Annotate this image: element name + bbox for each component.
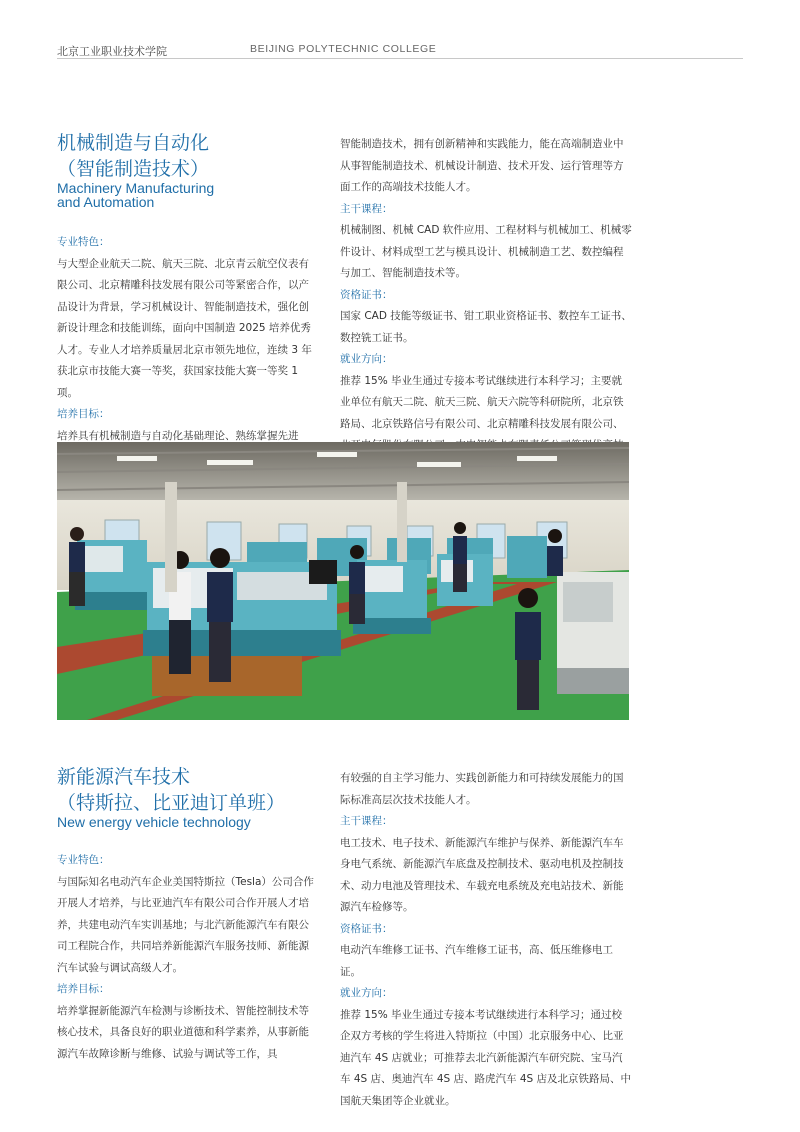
section1-left-column: [57, 232, 315, 447]
section2-goal-text-a: 培养掌握新能源汽车检测与诊断技术、智能控制技术等核心技术，具备良好的职业道德和科学素养，从事新能源汽车故障诊断与维修、试验与调试等工作，具: [57, 1004, 309, 1060]
section1-title-en: [57, 181, 214, 209]
section2-features-text: 与国际知名电动汽车企业美国特斯拉（Tesla）公司合作开展人才培养，与比亚迪汽车有限公司合作开展人才培养，共建电动汽车实训基地；与北汽新能源汽车有限公司工程院合作，共同培养新能源汽车服务技师、新能源汽车试验与调试高级人才。: [57, 875, 314, 974]
header-school-en: BEIJING POLYTECHNIC COLLEGE: [250, 43, 437, 55]
section2-right-column: [340, 768, 632, 1112]
section2-goal-label: 培养目标：: [57, 983, 110, 995]
workshop-photo: [57, 442, 629, 720]
section2-title-line2: （特斯拉、比亚迪订单班）: [57, 792, 286, 814]
section2-courses-label: 主干课程：: [340, 815, 393, 827]
section1-title-line2: （智能制造技术）: [57, 158, 210, 180]
section1-goal-label: 培养目标：: [57, 408, 110, 420]
section1-career-text: 推荐 15% 毕业生通过专接本考试继续进行本科学习；主要就业单位有航天二院、航天三院、航天六院等科研院所，北京铁路局、北京铁路信号有限公司、北京精雕科技发展有限公司、: [340, 374, 624, 430]
section2-career-text: 推荐 15% 毕业生通过专接本考试继续进行本科学习；通过校企双方考核的学生将进入特斯拉（中国）北京服务中心、比亚迪汽车 4S 店就业；可推荐去北汽新能源汽车研究院、宝马汽车 4S 店、奥迪汽车 4S 店、路虎汽车 4S 店及北京铁路局、中国航天集团等企业就业。: [340, 1008, 632, 1107]
section1-features-label: 专业特色：: [57, 236, 110, 248]
section2-cert-text: 电动汽车维修工证书、汽车维修工证书，高、低压维修电工证。: [340, 944, 613, 978]
section2-goal-text-b: 有较强的自主学习能力、实践创新能力和可持续发展能力的国际标准高层次技术技能人才。: [340, 772, 624, 806]
section1-right-column: [340, 134, 632, 478]
section2-courses-text: 电工技术、电子技术、新能源汽车维护与保养、新能源汽车车身电气系统、新能源汽车底盘及控制技术、驱动电机及控制技术、动力电池及管理技术、车载充电系统及充电站技术、新能源汽车检修等。: [340, 836, 624, 913]
section2-left-column: [57, 850, 315, 1065]
section1-courses-text: 机械制图、机械 CAD 软件应用、工程材料与机械加工、机械零件设计、材料成型工艺与模具设计、机械制造工艺、数控编程与加工、智能制造技术等。: [340, 224, 632, 279]
section1-title-en-line2: and Automation: [57, 194, 155, 210]
section2-features-label: 专业特色：: [57, 854, 110, 866]
section2-cert-label: 资格证书：: [340, 922, 393, 935]
section1-title-en-line1: Machinery Manufacturing: [57, 180, 215, 196]
section1-courses-label: 主干课程：: [340, 202, 393, 215]
section2-title-en: New energy vehicle technology: [57, 814, 251, 830]
section2-title-line1: 新能源汽车技术: [57, 766, 191, 788]
header-school-cn: 北京工业职业技术学院: [57, 45, 167, 58]
section1-title-cn: [57, 130, 209, 182]
section2-career-label: 就业方向：: [340, 987, 393, 999]
section1-goal-text-b: 智能制造技术，拥有创新精神和实践能力，能在高端制造业中从事智能制造技术、机械设计制造、技术开发、运行管理等方面工作的高端技术技能人才。: [340, 138, 624, 193]
section1-cert-label: 资格证书：: [340, 288, 393, 301]
section1-goal-text-a: 培养具有机械制造与自动化基础理论、熟练掌握先进: [57, 429, 299, 442]
section1-features-text: 与大型企业航天二院、航天三院、北京青云航空仪表有限公司、北京精雕科技发展有限公司等紧密合作，以产品设计为背景，学习机械设计、智能制造技术，强化创新设计理念和技能训练，面向中国制造 2025 培养优秀人才。专业人才培养质量居北京市领先地位，连续 3 年获北京市技能大赛一等奖，获国家技能大赛一等奖 1 项。: [57, 257, 312, 399]
section1-cert-text: 国家 CAD 技能等级证书、钳工职业资格证书、数控车工证书、数控铣工证书。: [340, 310, 632, 344]
section1-title-line1: 机械制造与自动化: [57, 132, 210, 154]
header-divider: [57, 58, 743, 59]
section2-title-cn: [57, 764, 285, 816]
section1-career-label: 就业方向：: [340, 353, 393, 365]
